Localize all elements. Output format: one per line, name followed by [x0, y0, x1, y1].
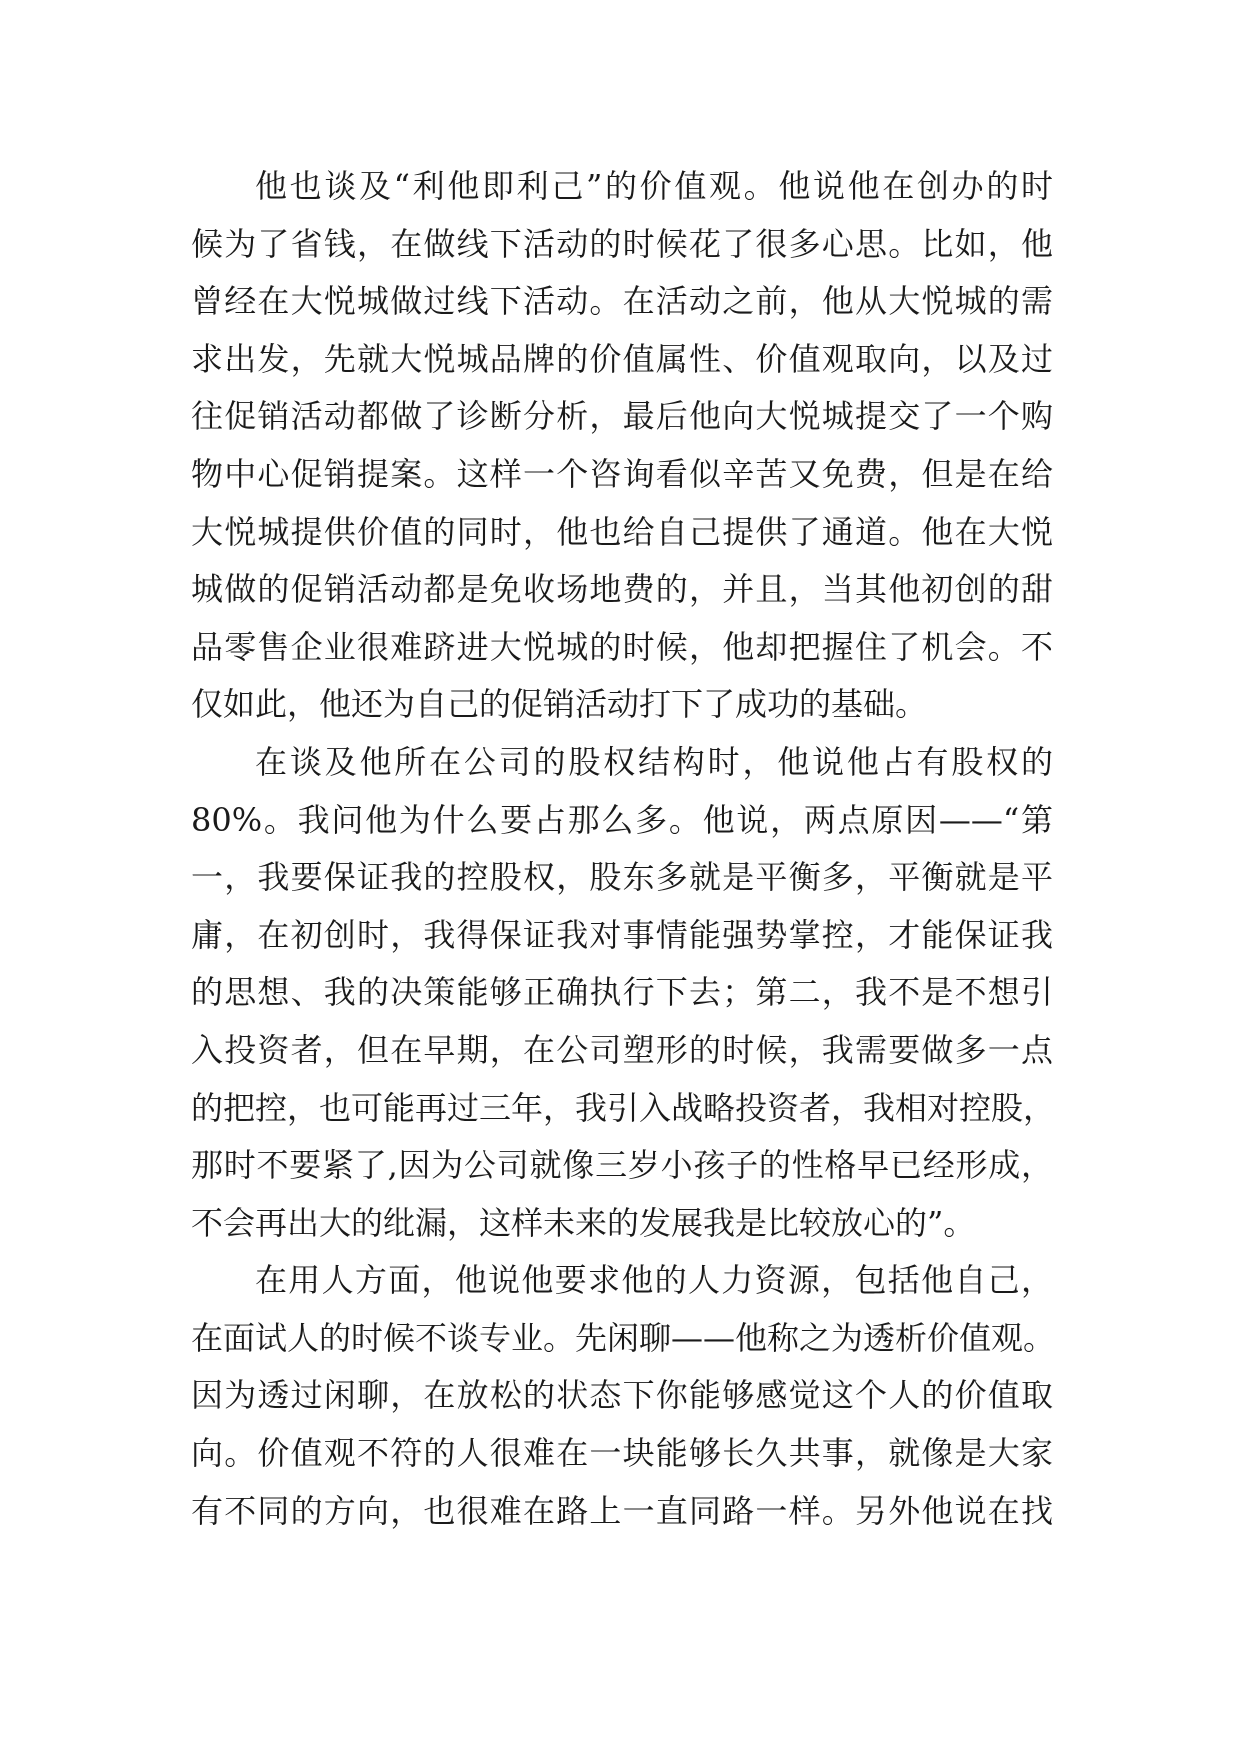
- paragraph-1-line-10: 仅如此，他还为自己的促销活动打下了成功的基础。: [191, 685, 928, 724]
- paragraph-1-line-1: 他也谈及“利他即利己”的价值观。他说他在创办的时: [255, 167, 1053, 205]
- paragraph-1-line-9: 品零售企业很难跻进大悦城的时候，他却把握住了机会。不: [191, 627, 1053, 666]
- paragraph-2-line-1: 在谈及他所在公司的股权结构时，他说他占有股权的: [255, 742, 1053, 781]
- paragraph-1-line-4: 求出发，先就大悦城品牌的价值属性、价值观取向，以及过: [191, 339, 1053, 378]
- paragraph-2-line-6: 入投资者，但在早期，在公司塑形的时候，我需要做多一点: [191, 1030, 1053, 1069]
- paragraph-1-line-5: 往促销活动都做了诊断分析，最后他向大悦城提交了一个购: [191, 397, 1053, 436]
- paragraph-2-line-4: 庸，在初创时，我得保证我对事情能强势掌控，才能保证我: [191, 915, 1053, 954]
- paragraph-1-line-2: 候为了省钱，在做线下活动的时候花了很多心思。比如，他: [191, 224, 1053, 263]
- paragraph-3-line-2: 在面试人的时候不谈专业。先闲聊——他称之为透析价值观。: [191, 1318, 1056, 1357]
- paragraph-3-line-1: 在用人方面，他说他要求他的人力资源，包括他自己，: [255, 1261, 1053, 1300]
- paragraph-1-line-6: 物中心促销提案。这样一个咨询看似辛苦又免费，但是在给: [191, 454, 1053, 493]
- paragraph-3-line-4: 向。价值观不符的人很难在一块能够长久共事，就像是大家: [191, 1434, 1053, 1473]
- paragraph-2-line-3: 一，我要保证我的控股权，股东多就是平衡多，平衡就是平: [191, 858, 1053, 897]
- paragraph-2-line-8: 那时不要紧了,因为公司就像三岁小孩子的性格早已经形成，: [191, 1146, 1053, 1185]
- paragraph-2-line-9: 不会再出大的纰漏，这样未来的发展我是比较放心的”。: [191, 1203, 976, 1242]
- paragraph-2-line-7: 的把控，也可能再过三年，我引入战略投资者，我相对控股，: [191, 1088, 1056, 1127]
- paragraph-3-line-3: 因为透过闲聊，在放松的状态下你能够感觉这个人的价值取: [191, 1376, 1053, 1415]
- paragraph-3-line-5: 有不同的方向，也很难在路上一直同路一样。另外他说在找: [191, 1491, 1053, 1530]
- paragraph-1-line-8: 城做的促销活动都是免收场地费的，并且，当其他初创的甜: [191, 570, 1053, 609]
- paragraph-1-line-7: 大悦城提供价值的同时，他也给自己提供了通道。他在大悦: [191, 512, 1053, 551]
- paragraph-1-line-3: 曾经在大悦城做过线下活动。在活动之前，他从大悦城的需: [191, 282, 1053, 321]
- paragraph-2-line-2: 80%。我问他为什么要占那么多。他说，两点原因——“第: [191, 800, 1053, 839]
- body-text: [191, 158, 1056, 1540]
- paragraph-2-line-5: 的思想、我的决策能够正确执行下去；第二，我不是不想引: [191, 973, 1053, 1012]
